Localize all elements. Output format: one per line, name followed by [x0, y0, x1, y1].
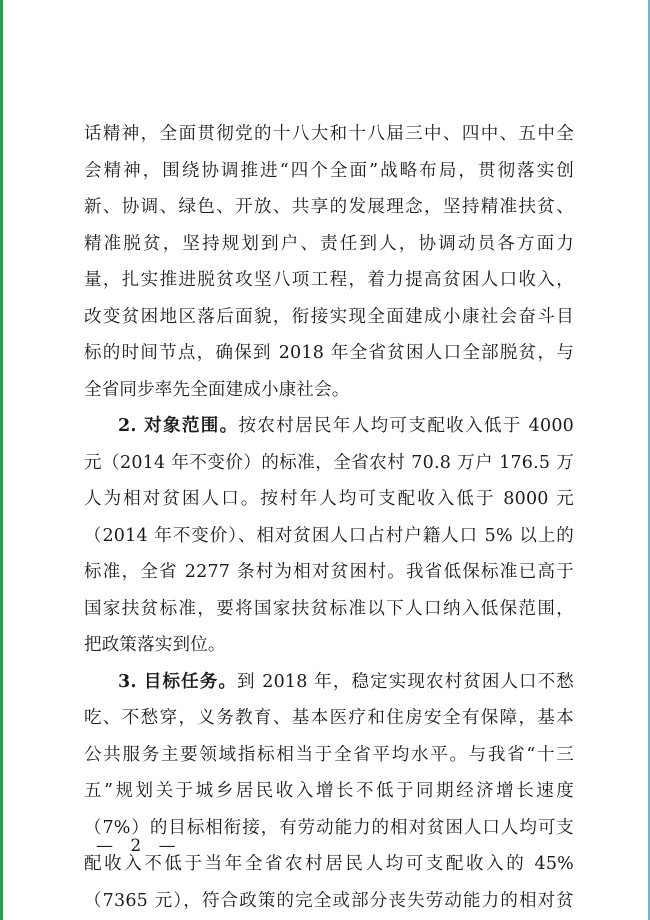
text-line: 公共服务主要领域指标相当于全省平均水平。与我省“十三 — [84, 744, 574, 765]
text-line: 量，扎实推进脱贫攻坚八项工程，着力提高贫困人口收入， — [84, 270, 574, 290]
text-span: 到 2018 年，稳定实现农村贫困人口不愁 — [236, 671, 574, 692]
text-span: 按农村居民年人均可支配收入低于 4000 — [238, 416, 574, 436]
text-line: 元（2014 年不变价）的标准，全省农村 70.8 万户 176.5 万 — [84, 452, 574, 473]
section-3-goals-tasks — [84, 664, 574, 920]
section-2-target-scope — [84, 408, 574, 664]
text-line: 新、协调、绿色、开放、共享的发展理念，坚持精准扶贫、 — [84, 197, 574, 217]
text-line: 改变贫困地区落后面貌，衔接实现全面建成小康社会奋斗目 — [84, 306, 574, 327]
section-heading: 3. 目标任务。 — [118, 671, 237, 692]
text-line: 配收入不低于当年全省农村居民人均可支配收入的 45% — [84, 854, 574, 874]
text-line: （7365 元），符合政策的完全或部分丧失劳动能力的相对贫 — [84, 890, 574, 911]
section-heading: 2. 对象范围。 — [118, 416, 239, 436]
page-number: — 2 — — [96, 836, 182, 856]
scan-border-left — [0, 0, 3, 920]
text-line: 会精神，围绕协调推进“四个全面”战略布局，贯彻落实创 — [84, 160, 574, 181]
paragraph-1 — [84, 116, 574, 408]
text-line — [84, 408, 574, 445]
text-line — [84, 664, 574, 701]
text-line: 人为相对贫困人口。按村年人均可支配收入低于 8000 元 — [84, 489, 574, 509]
text-line: 标准，全省 2277 条村为相对贫困村。我省低保标准已高于 — [84, 562, 574, 582]
text-line: 把政策落实到位。 — [84, 635, 226, 655]
text-line: （2014 年不变价）、相对贫困人口占村户籍人口 5% 以上的 — [84, 525, 574, 546]
document-body — [84, 116, 574, 919]
text-line: 全省同步率先全面建成小康社会。 — [84, 379, 350, 400]
text-line: 国家扶贫标准，要将国家扶贫标准以下人口纳入低保范围， — [84, 598, 574, 619]
text-line: 五”规划关于城乡居民收入增长不低于同期经济增长速度 — [84, 781, 574, 801]
text-line: 精准脱贫，坚持规划到户、责任到人，协调动员各方面力 — [84, 233, 574, 254]
text-line: 标的时间节点，确保到 2018 年全省贫困人口全部脱贫，与 — [84, 343, 574, 363]
text-line: （7%）的目标相衔接，有劳动能力的相对贫困人口人均可支 — [84, 817, 574, 838]
text-line: 吃、不愁穿，义务教育、基本医疗和住房安全有保障，基本 — [84, 708, 574, 728]
text-line: 话精神，全面贯彻党的十八大和十八届三中、四中、五中全 — [84, 124, 574, 144]
